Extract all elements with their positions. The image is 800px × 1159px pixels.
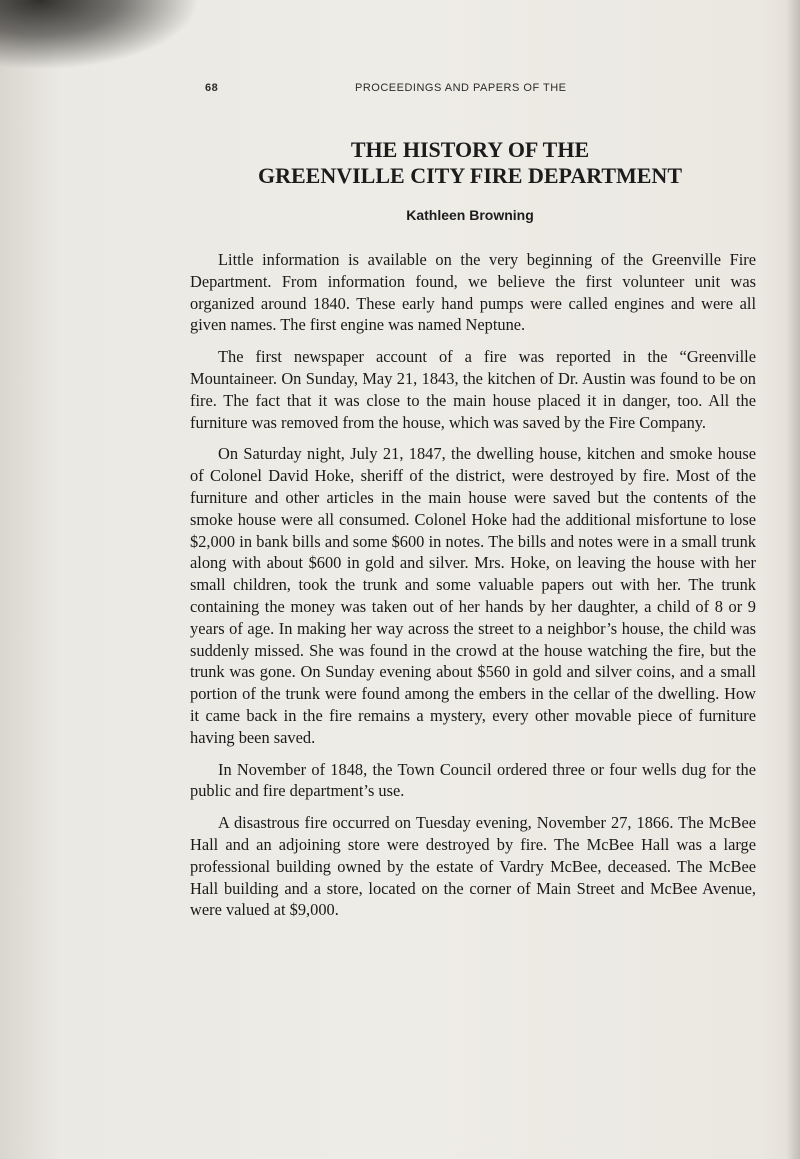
article-title-line-1: THE HISTORY OF THE <box>350 137 590 162</box>
article-title <box>190 137 750 189</box>
paragraph: Little information is available on the very beginning of the Greenville Fire Department. From information found, we believe the first volunteer unit was organized around 1840. These early hand pumps were called engines and were all given names. The first engine was named Neptune. <box>190 250 756 335</box>
running-title: PROCEEDINGS AND PAPERS OF THE <box>355 82 567 94</box>
paragraph: A disastrous fire occurred on Tuesday evening, November 27, 1866. The McBee Hall and an adjoining store were destroyed by fire. The McBee Hall was a large professional building owned by the estate of Vardry McBee, deceased. The McBee Hall building and a store, located on the corner of Main Street and McBee Avenue, were valued at $9,000. <box>190 813 756 920</box>
paragraph: In November of 1848, the Town Council ordered three or four wells dug for the public and fire department’s use. <box>190 759 756 801</box>
page-edge-shadow <box>786 0 800 1159</box>
paragraph: The first newspaper account of a fire was reported in the “Greenville Mountaineer. On Sunday, May 21, 1843, the kitchen of Dr. Austin was found to be on fire. The fact that it was close to the main house placed it in danger, too. All the furniture was removed from the house, which was saved by the Fire Company. <box>190 347 756 432</box>
running-header <box>205 82 605 94</box>
page-number: 68 <box>205 82 219 94</box>
article-title-line-2: GREENVILLE CITY FIRE DEPARTMENT <box>257 163 682 188</box>
article-author: Kathleen Browning <box>406 207 534 223</box>
article-body <box>190 249 756 931</box>
page-corner-shadow <box>0 0 200 70</box>
paragraph: On Saturday night, July 21, 1847, the dwelling house, kitchen and smoke house of Colonel David Hoke, sheriff of the district, were destroyed by fire. Most of the furniture and other articles in the main house were saved but the contents of the smoke house were all consumed. Colonel Hoke had the additional misfortune to lose $2,000 in bank bills and some $600 in notes. The bills and notes were in a small trunk along with about $600 in gold and silver. Mrs. Hoke, on leaving the house with her small children, took the trunk and some valuable papers out with her. The trunk containing the money was taken out of her hands by her daughter, a child of 8 or 9 years of age. In making her way across the street to a neighbor’s house, the child was suddenly missed. She was found in the crowd at the house watching the fire, but the trunk was gone. On Sunday evening about $560 in gold and silver coins, and a small portion of the trunk were found among the embers in the cellar of the dwelling. How it came back in the fire remains a mystery, every other movable piece of furniture having been saved. <box>190 444 756 747</box>
